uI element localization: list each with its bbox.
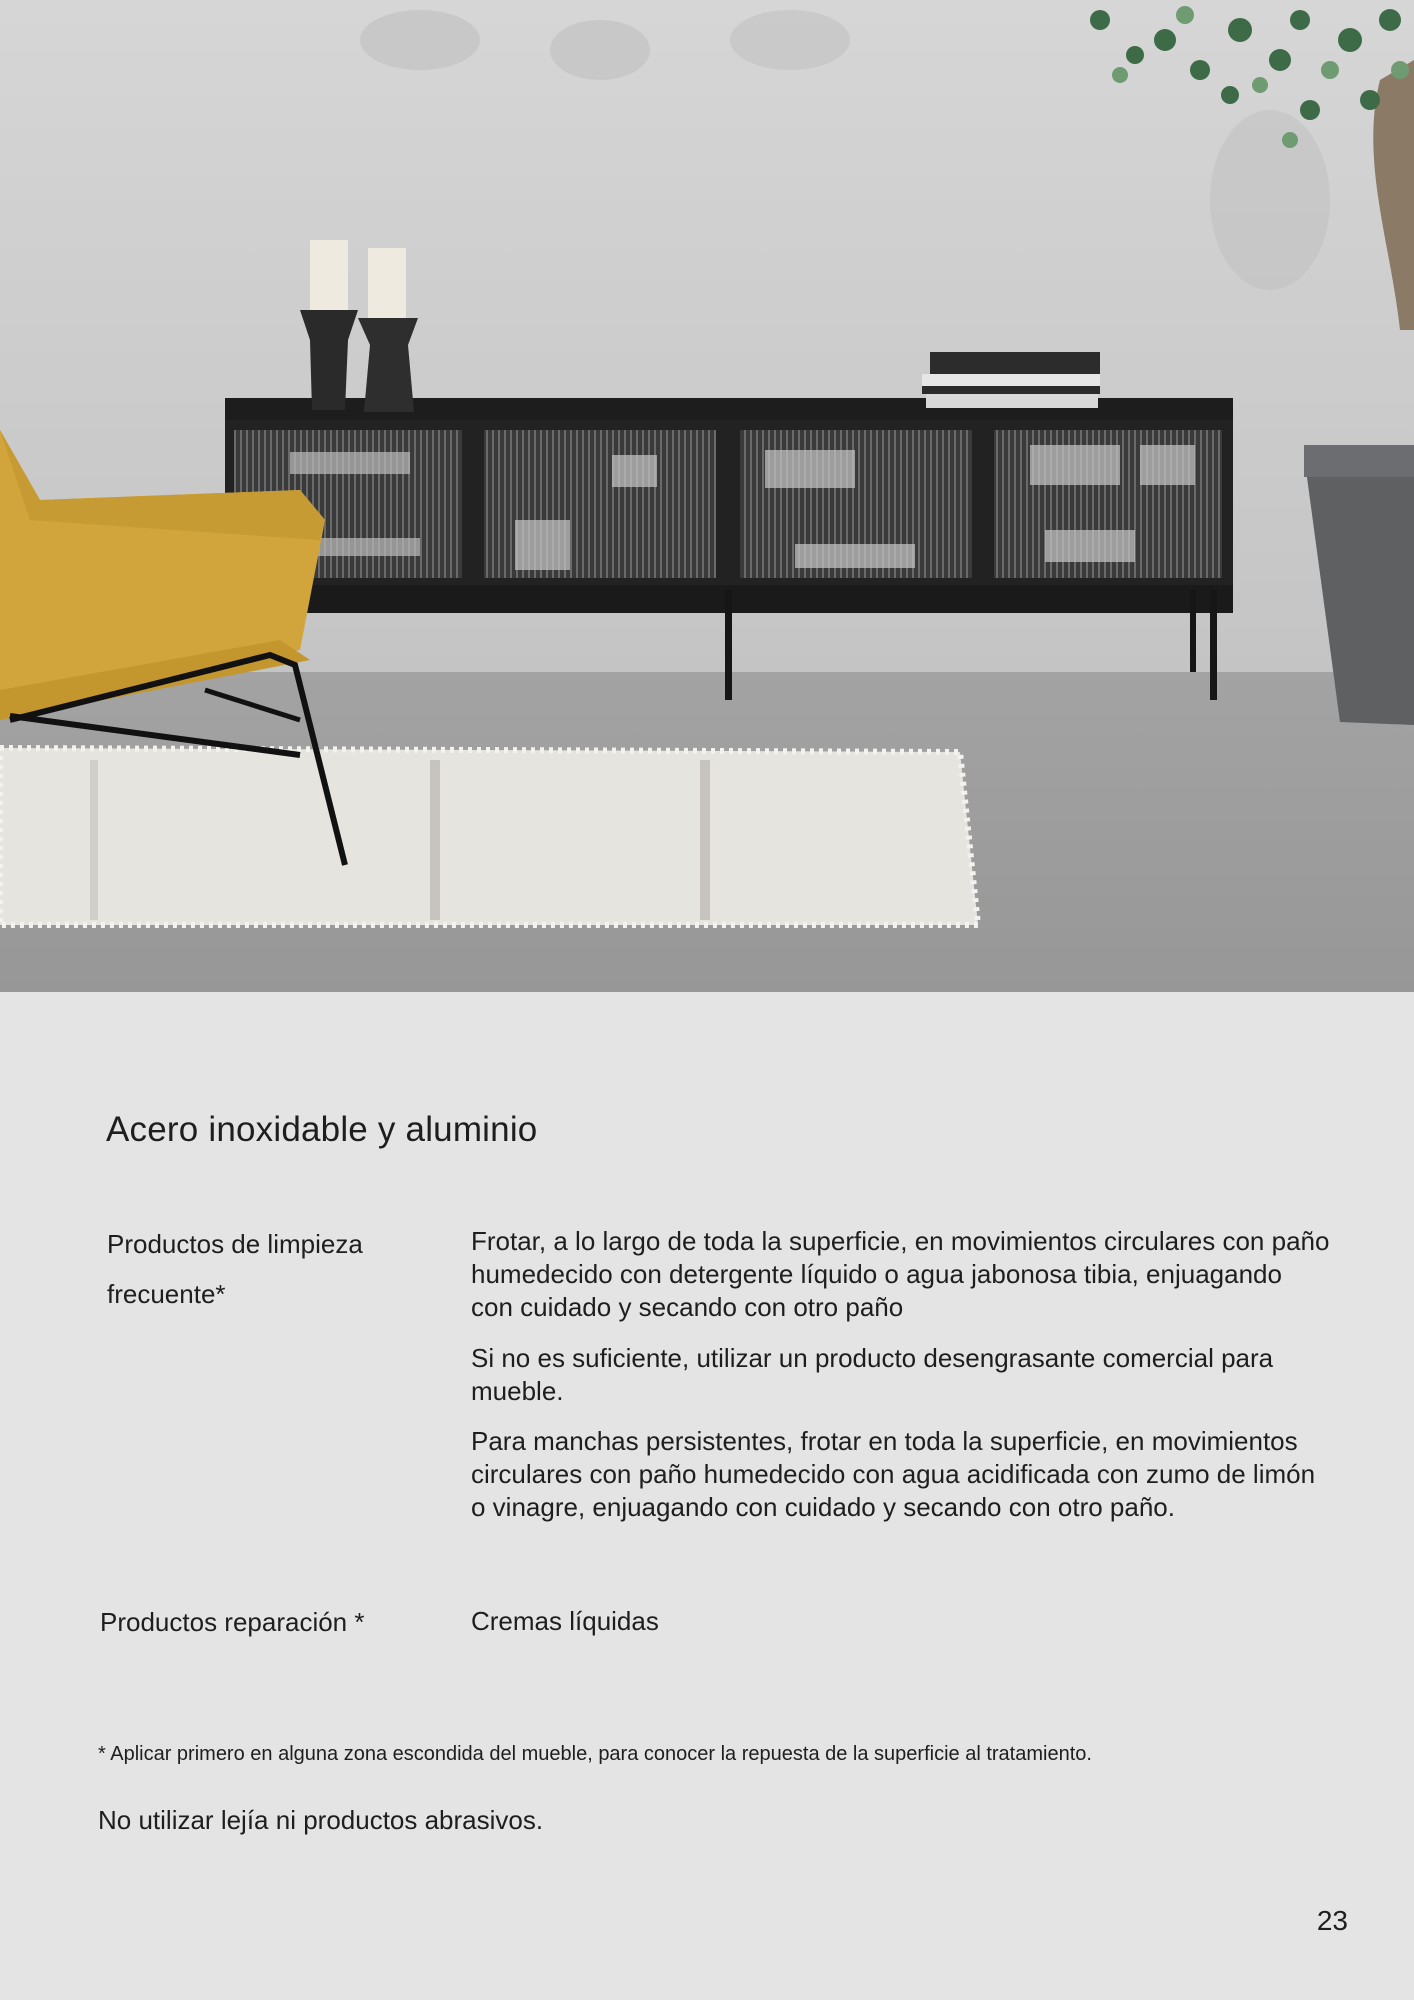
cleaning-instruction-2: Si no es suficiente, utilizar un producto desengrasante comercial para mueble.	[471, 1343, 1274, 1406]
repair-instruction: Cremas líquidas	[471, 1606, 659, 1636]
cleaning-instruction-1: Frotar, a lo largo de toda la superficie, en movimientos circulares con paño humedecido con detergente líquido o agua jabonosa tibia, enjuagando con cuidado y secando con otro paño	[471, 1226, 1330, 1322]
row-label-repair: Productos reparación *	[100, 1607, 365, 1637]
cleaning-instruction-3: Para manchas persistentes, frotar en toda la superficie, en movimientos circulares con paño humedecido con agua acidificada con zumo de limón o vinagre, enjuagando con cuidado y secando con otro paño.	[471, 1426, 1316, 1522]
section-title: Acero inoxidable y aluminio	[106, 1110, 538, 1149]
living-room-illustration	[0, 0, 1414, 992]
page-number: 23	[1316, 1905, 1348, 1936]
hero-photo	[0, 0, 1414, 992]
row-label-cleaning: Productos de limpieza frecuente*	[107, 1229, 363, 1309]
footnote: * Aplicar primero en alguna zona escondida del mueble, para conocer la repuesta de la superficie al tratamiento.	[98, 1743, 1092, 1765]
stacked-books	[922, 352, 1100, 408]
warning-note: No utilizar lejía ni productos abrasivos.	[98, 1805, 544, 1835]
shag-rug	[0, 748, 978, 925]
